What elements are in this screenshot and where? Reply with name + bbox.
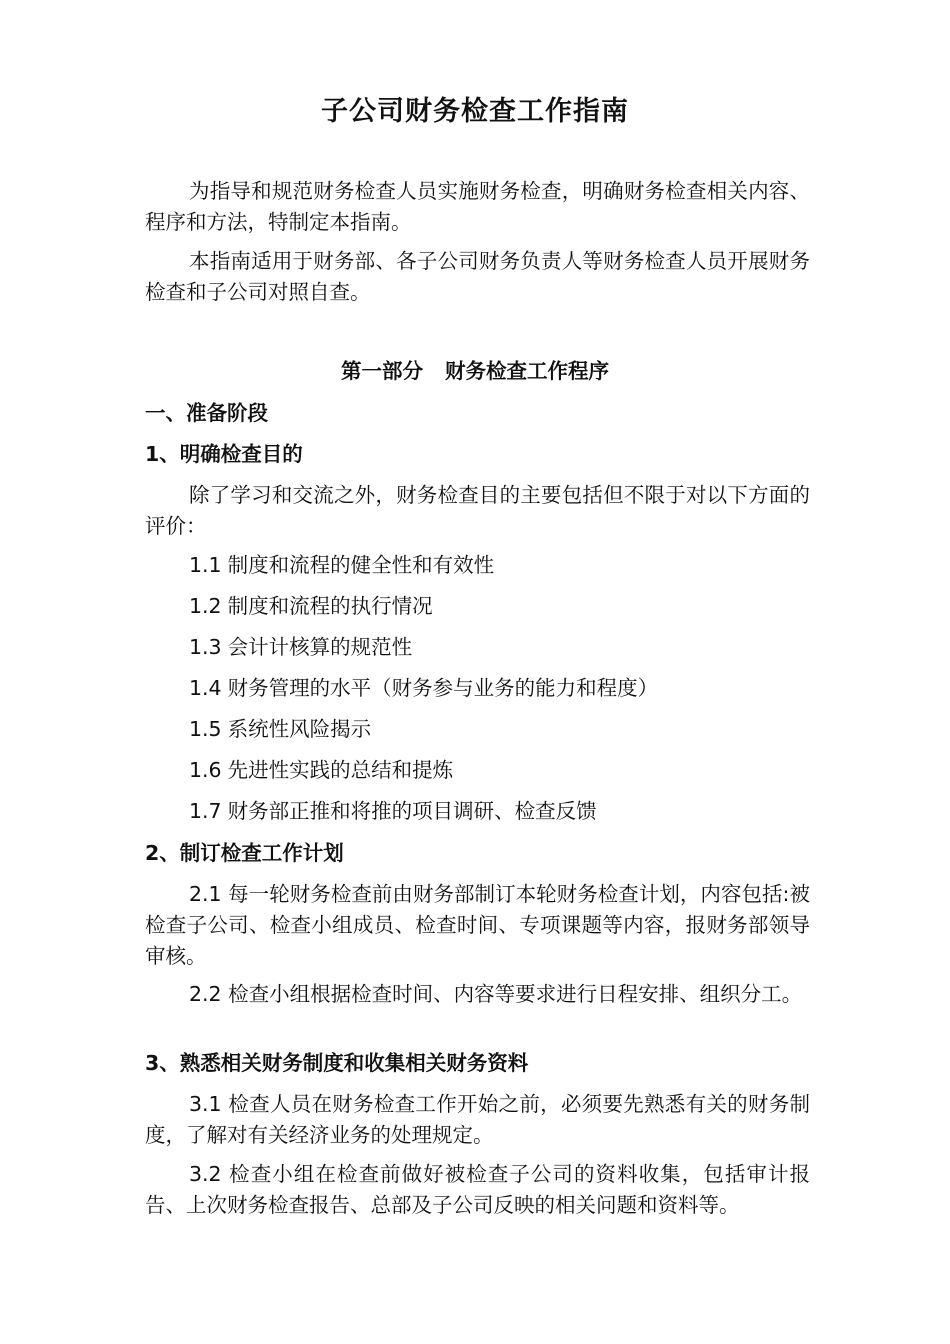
part-title-text: 财务检查工作程序 <box>445 359 609 383</box>
intro-paragraph-2: 本指南适用于财务部、各子公司财务负责人等财务检查人员开展财务检查和子公司对照自查。 <box>145 249 810 304</box>
section2-paragraph-2: 2.2 检查小组根据检查时间、内容等要求进行日程安排、组织分工。 <box>189 982 803 1006</box>
section2-paragraph-1: 2.1 每一轮财务检查前由财务部制订本轮财务检查计划，内容包括:被检查子公司、检查小组成员、检查时间、专项课题等内容，报财务部领导审核。 <box>145 882 810 968</box>
list-item: 1.1 制度和流程的健全性和有效性 <box>189 553 495 577</box>
section-heading-1: 1、明确检查目的 <box>145 442 303 466</box>
part-label: 第一部分 <box>341 359 423 383</box>
section1-intro: 除了学习和交流之外，财务检查目的主要包括但不限于对以下方面的评价： <box>145 483 810 538</box>
section3-paragraph-1: 3.1 检查人员在财务检查工作开始之前，必须要先熟悉有关的财务制度，了解对有关经济业务的处理规定。 <box>145 1092 810 1147</box>
list-item: 1.2 制度和流程的执行情况 <box>189 594 433 618</box>
section3-paragraph-2: 3.2 检查小组在检查前做好被检查子公司的资料收集，包括审计报告、上次财务检查报告、总部及子公司反映的相关问题和资料等。 <box>145 1162 810 1217</box>
section-heading-2: 2、制订检查工作计划 <box>145 841 344 865</box>
part-heading <box>0 356 950 387</box>
stage-heading: 一、准备阶段 <box>145 401 268 425</box>
list-item: 1.6 先进性实践的总结和提炼 <box>189 758 454 782</box>
document-title: 子公司财务检查工作指南 <box>321 96 629 127</box>
list-item: 1.5 系统性风险揭示 <box>189 717 372 741</box>
list-item: 1.3 会计计核算的规范性 <box>189 635 413 659</box>
intro-paragraph-1: 为指导和规范财务检查人员实施财务检查，明确财务检查相关内容、程序和方法，特制定本指南。 <box>145 179 810 234</box>
section-heading-3: 3、熟悉相关财务制度和收集相关财务资料 <box>145 1051 529 1075</box>
list-item: 1.4 财务管理的水平（财务参与业务的能力和程度） <box>189 676 659 700</box>
list-item: 1.7 财务部正推和将推的项目调研、检查反馈 <box>189 799 597 823</box>
